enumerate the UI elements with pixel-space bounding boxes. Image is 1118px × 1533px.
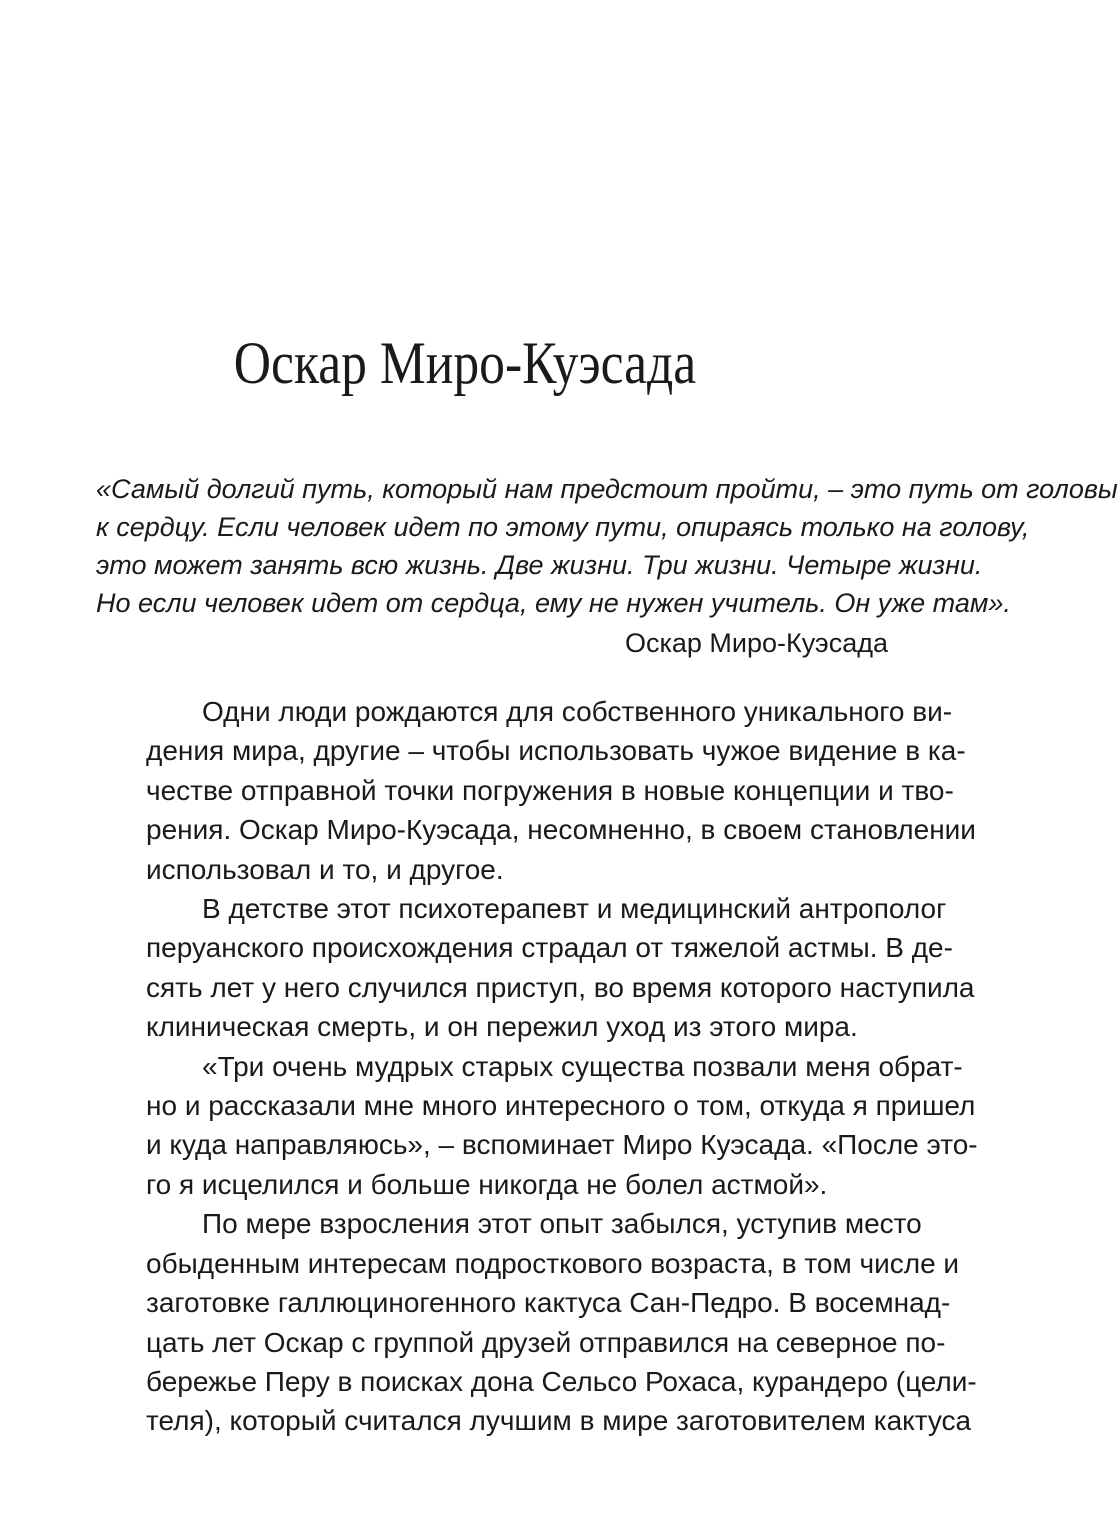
epigraph-line: это может занять всю жизнь. Две жизни. Три жизни. Четыре жизни. <box>96 550 983 580</box>
paragraph-2-line: сять лет у него случился приступ, во время которого наступила <box>146 971 975 1003</box>
paragraph-2-line: В детстве этот психотерапевт и медицинский антрополог <box>202 893 947 925</box>
paragraph-4-line: заготовке галлюциногенного кактуса Сан-Педро. В восемнад- <box>146 1287 951 1319</box>
paragraph-3-line: «Три очень мудрых старых существа позвали меня обрат- <box>202 1050 963 1082</box>
paragraph-1-line: использовал и то, и другое. <box>146 853 504 885</box>
epigraph-quote <box>96 470 1118 622</box>
paragraph-1-line: рения. Оскар Миро-Куэсада, несомненно, в своем становлении <box>146 814 976 846</box>
paragraph-4-line: обыденным интересам подросткового возраста, в том числе и <box>146 1247 960 1279</box>
paragraph-4-line: теля), который считался лучшим в мире заготовителем кактуса <box>146 1405 972 1437</box>
paragraph-2-line: клиническая смерть, и он пережил уход из этого мира. <box>146 1011 858 1043</box>
paragraph-1-line: Одни люди рождаются для собственного уникального ви- <box>202 696 953 727</box>
body-text <box>146 692 978 1441</box>
paragraph-4-line: бережье Перу в поисках дона Сельсо Рохаса, курандеро (цели- <box>146 1365 977 1397</box>
paragraph-4-line: цать лет Оскар с группой друзей отправился на северное по- <box>146 1326 946 1358</box>
paragraph-4-line: По мере взросления этот опыт забылся, уступив место <box>202 1208 922 1240</box>
paragraph-1-line: дения мира, другие – чтобы использовать чужое видение в ка- <box>146 735 966 767</box>
epigraph-line: «Самый долгий путь, который нам предстоит пройти, – это путь от головы <box>96 474 1118 504</box>
paragraph-3-line: но и рассказали мне много интересного о том, откуда я пришел <box>146 1090 976 1122</box>
paragraph-3-line: го я исцелился и больше никогда не болел астмой». <box>146 1168 828 1200</box>
paragraph-2-line: перуанского происхождения страдал от тяжелой астмы. В де- <box>146 932 953 964</box>
epigraph-author: Оскар Миро-Куэсада <box>624 628 888 658</box>
chapter-title: Оскар Миро-Куэсада <box>233 330 697 396</box>
epigraph-line: к сердцу. Если человек идет по этому пути, опираясь только на голову, <box>96 512 1030 542</box>
epigraph-line: Но если человек идет от сердца, ему не нужен учитель. Он уже там». <box>96 588 1011 618</box>
paragraph-3-line: и куда направляюсь», – вспоминает Миро Куэсада. «После это- <box>146 1129 978 1161</box>
paragraph-1-line: честве отправной точки погружения в новые концепции и тво- <box>146 774 954 806</box>
